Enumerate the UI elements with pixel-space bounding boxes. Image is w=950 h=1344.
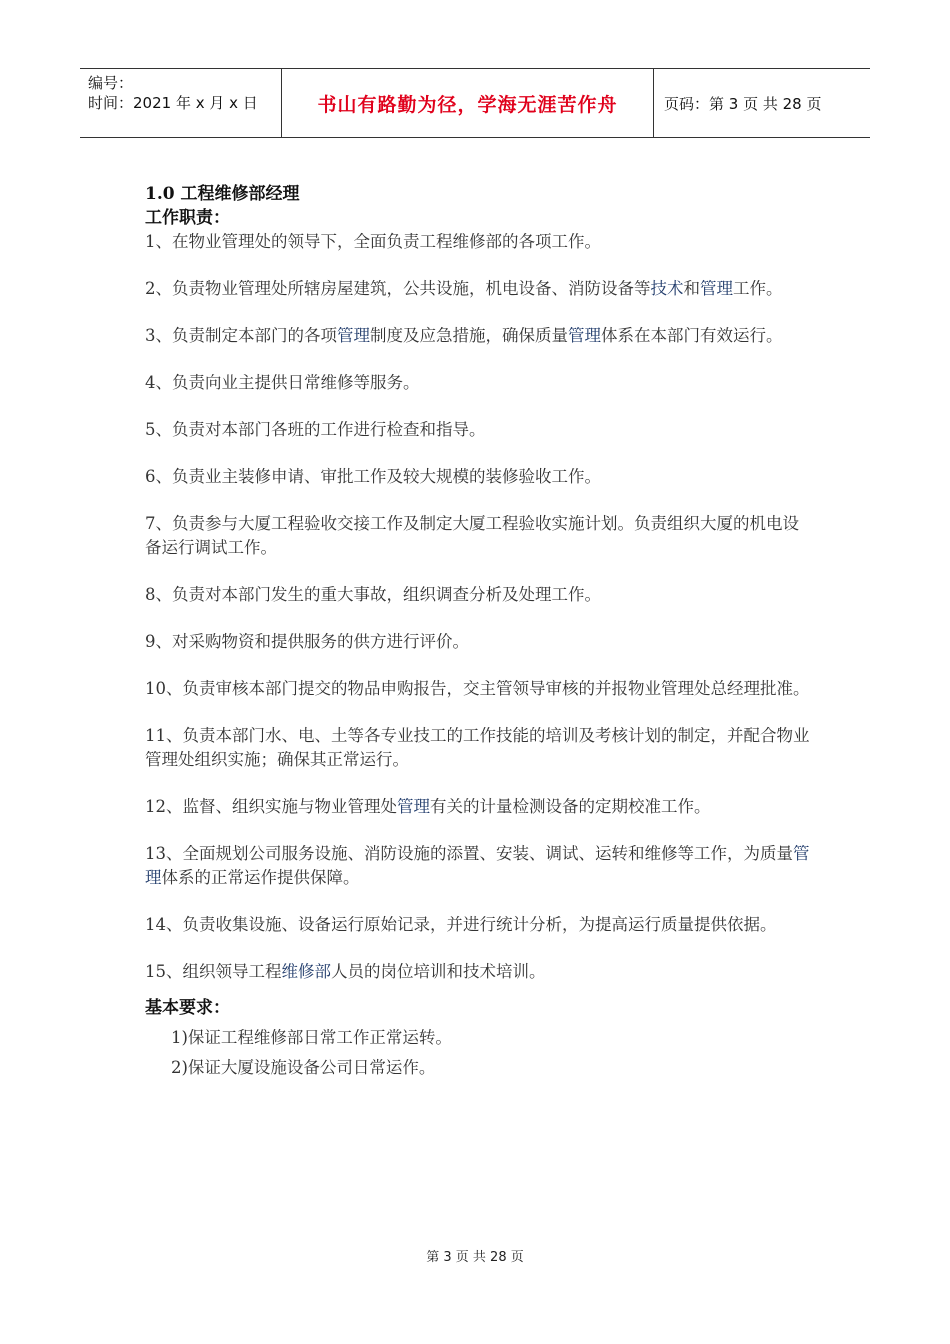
duty-text: 9、对采购物资和提供服务的供方进行评价。 [145, 632, 469, 651]
duty-text: 管理 [337, 326, 370, 345]
duty-text: 管理 [568, 326, 601, 345]
duty-text: 体系的正常运作提供保障。 [161, 868, 360, 887]
duty-item [145, 418, 810, 442]
requirement-item: 2)保证大厦设施设备公司日常运作。 [171, 1058, 436, 1077]
duty-item [145, 324, 810, 348]
duty-item [145, 465, 810, 489]
duty-text: 有关的计量检测设备的定期校准工作。 [430, 797, 711, 816]
page-header [80, 68, 870, 138]
duty-text: 物业管理处 [188, 232, 271, 251]
duty-item [145, 277, 810, 301]
duties-list [145, 230, 810, 984]
duty-text: 7、负责参与大厦工程验收交接工作及制定大厦工程验收实施计划。负责组织大厦的机电设备运行调试工作。 [145, 514, 799, 557]
duty-item [145, 371, 810, 395]
number-label: 编号： [88, 74, 134, 92]
duty-item [145, 960, 810, 984]
duty-item [145, 512, 810, 560]
time-label: 时间：2021 年 x 月 x 日 [88, 94, 258, 112]
duty-item [145, 630, 810, 654]
duty-text: 8、负责对本部门发生的重大事故，组织调查分析及处理工作。 [145, 585, 601, 604]
duty-text: 和 [683, 279, 700, 298]
document-body [145, 182, 810, 1080]
duty-item [145, 583, 810, 607]
duty-text: 维修部 [281, 962, 331, 981]
duty-item [145, 795, 810, 819]
duty-text: 管理 [700, 279, 733, 298]
duty-text: 组织实施；确保其正常运行。 [194, 750, 409, 769]
duty-item [145, 913, 810, 937]
duty-text: 总经理批准。 [710, 679, 810, 698]
duty-text: 制度及应急措施，确保质量 [370, 326, 568, 345]
requirements-label: 基本要求： [145, 998, 230, 1018]
duty-text: 5、负责对本部门各班的工作进行检查和指导。 [145, 420, 486, 439]
duty-item [145, 842, 810, 890]
header-meta [80, 69, 282, 137]
duty-item [145, 724, 810, 772]
duty-item [145, 230, 810, 254]
duty-text: 物业管理处 [205, 279, 288, 298]
header-motto: 书山有路勤为径，学海无涯苦作舟 [282, 69, 654, 137]
document-title: 1.0 工程维修部经理 [145, 184, 300, 204]
duty-text: 物业管理处 [628, 679, 711, 698]
duty-item [145, 677, 810, 701]
header-page-label: 页码：第 3 页 共 28 页 [664, 94, 822, 113]
duty-text: 6、负责业主装修申请、审批工作及较大规模的装修验收工作。 [145, 467, 601, 486]
duty-text: 物业管理处 [314, 797, 397, 816]
duties-label: 工作职责： [145, 208, 230, 228]
duty-text: 13、全面规划公司服务设施、消防设施的添置、安装、调试、运转和维修等工作，为质量 [145, 844, 793, 863]
duty-text: 物业管理处 [145, 726, 810, 769]
duty-text: 的领导下，全面负责工程维修部的各项工作。 [271, 232, 601, 251]
duty-text: 工作。 [733, 279, 783, 298]
duty-text: 10、负责审核本部门提交的物品申购报告，交主管领导审核的并报 [145, 679, 628, 698]
duty-text: 14、负责收集设施、设备运行原始记录，并进行统计分析，为提高运行质量提供依据。 [145, 915, 777, 934]
duty-text: 技术 [650, 279, 684, 298]
duty-text: 15、组织领导工程 [145, 962, 282, 981]
duty-text: 4、负责向业主提供日常维修等服务。 [145, 373, 420, 392]
duty-text: 体系在本部门有效运行。 [601, 326, 783, 345]
duty-text: 管理 [397, 797, 430, 816]
duty-text: 11、负责本部门水、电、土等各专业技工的工作技能的培训及考核计划的制定，并配合 [145, 726, 777, 745]
requirement-item: 1)保证工程维修部日常工作正常运转。 [171, 1028, 452, 1047]
duty-text: 2、负责 [145, 279, 205, 298]
page-footer: 第 3 页 共 28 页 [426, 1250, 524, 1265]
duty-text: 管理 [145, 844, 810, 887]
duty-text: 所辖房屋建筑，公共设施，机电设备、消防设备等 [287, 279, 651, 298]
duty-text: 1、在 [145, 232, 189, 251]
duty-text: 3、负责制定本部门的各项 [145, 326, 337, 345]
duty-text: 12、监督、组织实施与 [145, 797, 315, 816]
duty-text: 人员的岗位培训和技术培训。 [331, 962, 546, 981]
